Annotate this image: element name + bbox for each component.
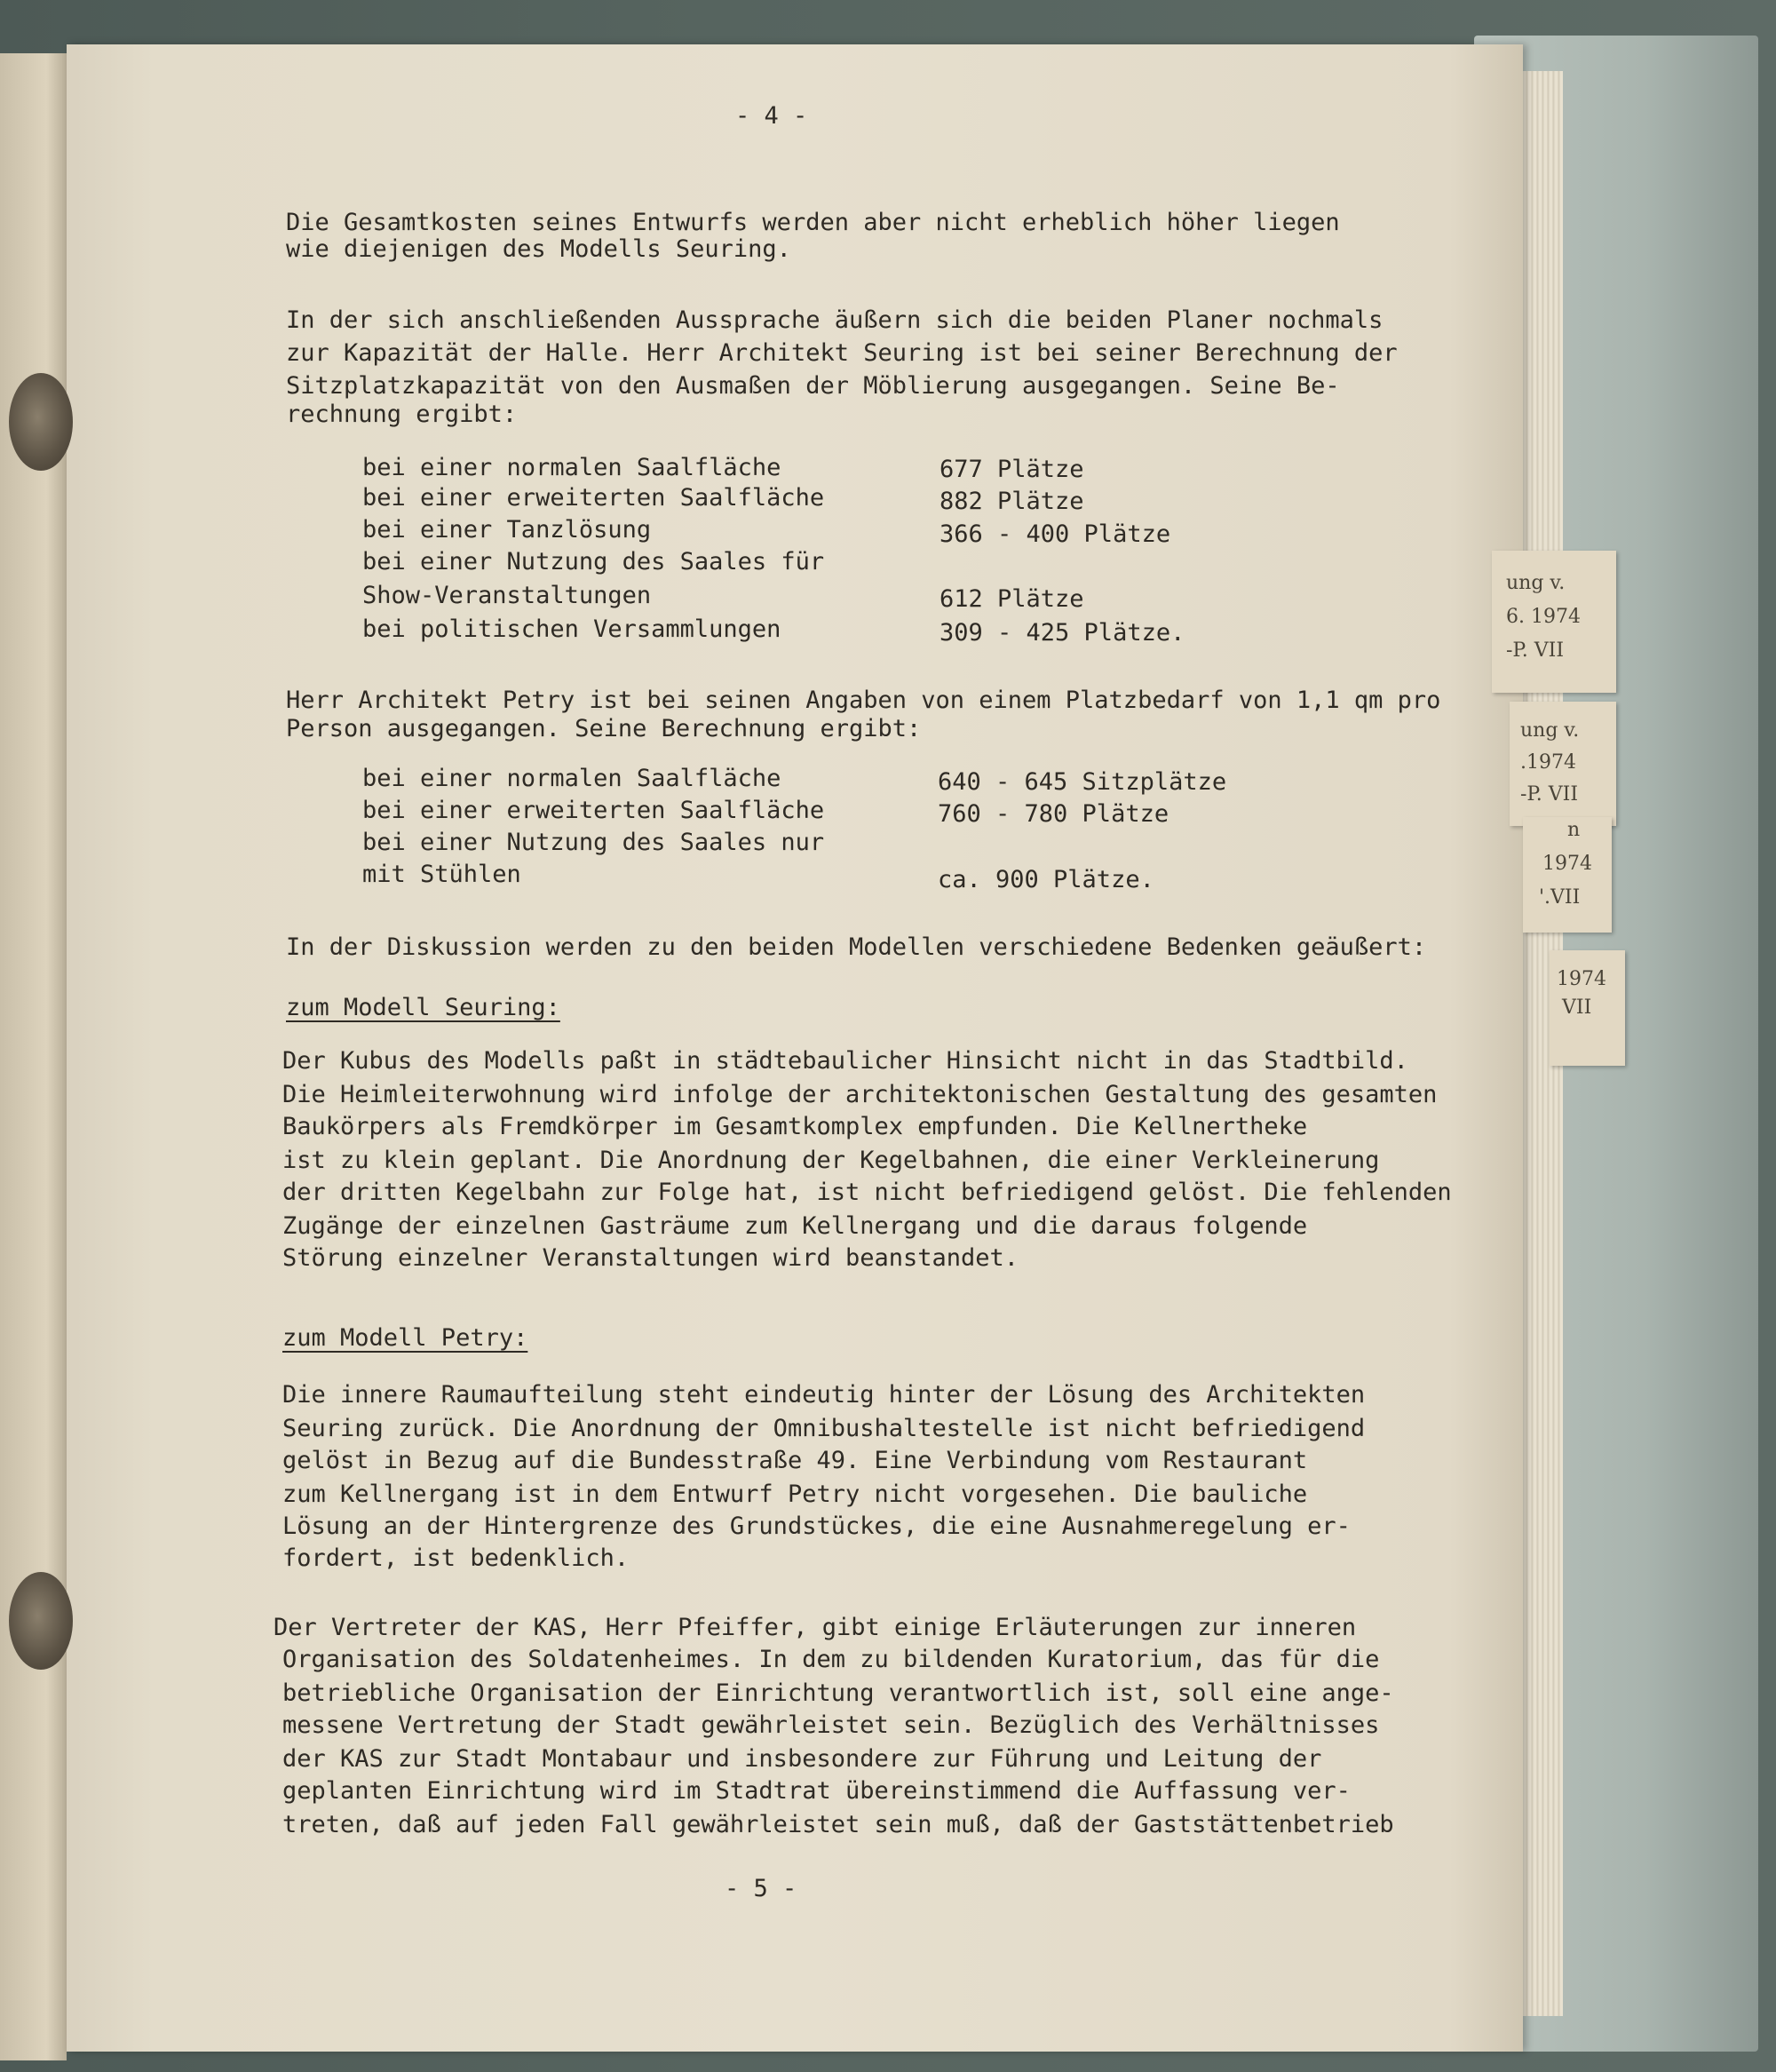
paragraph-line: Zugänge der einzelnen Gasträume zum Kellnergang und die daraus folgende (282, 1212, 1308, 1240)
paragraph-line: der dritten Kegelbahn zur Folge hat, ist nicht befriedigend gelöst. Die fehlenden (282, 1179, 1452, 1206)
table-value: 309 - 425 Plätze. (940, 619, 1185, 647)
paragraph-line: treten, daß auf jeden Fall gewährleistet sein muß, daß der Gaststättenbetrieb (282, 1811, 1394, 1838)
paragraph-line: zur Kapazität der Halle. Herr Architekt Seuring ist bei seiner Berechnung der (286, 339, 1398, 367)
punch-hole-top (9, 373, 73, 471)
paragraph-line: Lösung an der Hintergrenze des Grundstückes, die eine Ausnahmeregelung er- (282, 1512, 1351, 1540)
table-label: bei einer erweiterten Saalfläche (362, 797, 825, 824)
paragraph-line: Der Kubus des Modells paßt in städtebaulicher Hinsicht nicht in das Stadtbild. (282, 1047, 1408, 1075)
left-page-edge (0, 53, 67, 2060)
table-value: 366 - 400 Plätze (940, 520, 1171, 548)
table-value: 640 - 645 Sitzplätze (938, 768, 1227, 796)
index-tab-3[interactable]: n 1974 '.VII (1523, 817, 1612, 933)
paragraph-line: Seuring zurück. Die Anordnung der Omnibushaltestelle ist nicht befriedigend (282, 1415, 1366, 1442)
punch-hole-bottom (9, 1572, 73, 1670)
paragraph-line: In der sich anschließenden Aussprache äußern sich die beiden Planer nochmals (286, 306, 1384, 334)
paragraph-line: ist zu klein geplant. Die Anordnung der Kegelbahnen, die einer Verkleinerung (282, 1147, 1380, 1174)
table-label: bei einer Tanzlösung (362, 516, 652, 544)
paragraph-line: wie diejenigen des Modells Seuring. (286, 235, 791, 263)
table-label: bei einer normalen Saalfläche (362, 765, 781, 792)
paragraph-line: Organisation des Soldatenheimes. In dem zu bildenden Kuratorium, das für die (282, 1646, 1380, 1673)
paragraph-line: Baukörpers als Fremdkörper im Gesamtkomplex empfunden. Die Kellnertheke (282, 1113, 1308, 1140)
table-label: bei einer Nutzung des Saales nur (362, 829, 825, 856)
paragraph-line: rechnung ergibt: (286, 401, 518, 428)
paragraph-line: zum Kellnergang ist in dem Entwurf Petry nicht vorgesehen. Die bauliche (282, 1481, 1308, 1508)
page-number: - 4 - (735, 102, 808, 130)
paragraph-line: fordert, ist bedenklich. (282, 1544, 630, 1572)
table-label: Show-Veranstaltungen (362, 582, 652, 609)
table-label: bei politischen Versammlungen (362, 615, 781, 643)
table-value: 677 Plätze (940, 456, 1084, 483)
paragraph-line: Herr Architekt Petry ist bei seinen Angaben von einem Platzbedarf von 1,1 qm pro (286, 687, 1441, 714)
index-tab-2[interactable]: ung v. .1974 -P. VII (1510, 702, 1616, 826)
paragraph-line: Person ausgegangen. Seine Berechnung ergibt: (286, 715, 922, 742)
next-page-marker: - 5 - (725, 1875, 797, 1902)
paragraph-line: betriebliche Organisation der Einrichtung verantwortlich ist, soll eine ange- (282, 1679, 1394, 1707)
table-label: mit Stühlen (362, 861, 521, 888)
section-heading-seuring: zum Modell Seuring: (286, 994, 560, 1021)
paragraph-line: messene Vertretung der Stadt gewährleistet sein. Bezüglich des Verhältnisses (282, 1711, 1380, 1739)
table-value: 882 Plätze (940, 488, 1084, 515)
paragraph-line: Störung einzelner Veranstaltungen wird beanstandet. (282, 1244, 1019, 1272)
table-label: bei einer normalen Saalfläche (362, 454, 781, 481)
table-label: bei einer Nutzung des Saales für (362, 548, 825, 576)
paragraph-line: geplanten Einrichtung wird im Stadtrat übereinstimmend die Auffassung ver- (282, 1777, 1351, 1805)
paragraph-line: In der Diskussion werden zu den beiden Modellen verschiedene Bedenken geäußert: (286, 933, 1427, 961)
paragraph-line: Sitzplatzkapazität von den Ausmaßen der Möblierung ausgegangen. Seine Be- (286, 372, 1340, 400)
table-value: 760 - 780 Plätze (938, 800, 1169, 828)
table-label: bei einer erweiterten Saalfläche (362, 484, 825, 512)
index-tab-4[interactable]: 1974 VII (1550, 950, 1625, 1066)
table-value: 612 Plätze (940, 585, 1084, 613)
paragraph-line: der KAS zur Stadt Montabaur und insbesondere zur Führung und Leitung der (282, 1745, 1322, 1773)
paragraph-line: gelöst in Bezug auf die Bundesstraße 49. Eine Verbindung vom Restaurant (282, 1447, 1308, 1474)
index-tab-1[interactable]: ung v. 6. 1974 -P. VII (1492, 551, 1616, 693)
paragraph-line: Der Vertreter der KAS, Herr Pfeiffer, gibt einige Erläuterungen zur inneren (274, 1614, 1357, 1641)
table-value: ca. 900 Plätze. (938, 866, 1154, 893)
paragraph-line: Die Gesamtkosten seines Entwurfs werden aber nicht erheblich höher liegen (286, 209, 1340, 236)
section-heading-petry: zum Modell Petry: (282, 1324, 528, 1352)
paragraph-line: Die Heimleiterwohnung wird infolge der architektonischen Gestaltung des gesamten (282, 1081, 1438, 1108)
paragraph-line: Die innere Raumaufteilung steht eindeutig hinter der Lösung des Architekten (282, 1381, 1366, 1409)
